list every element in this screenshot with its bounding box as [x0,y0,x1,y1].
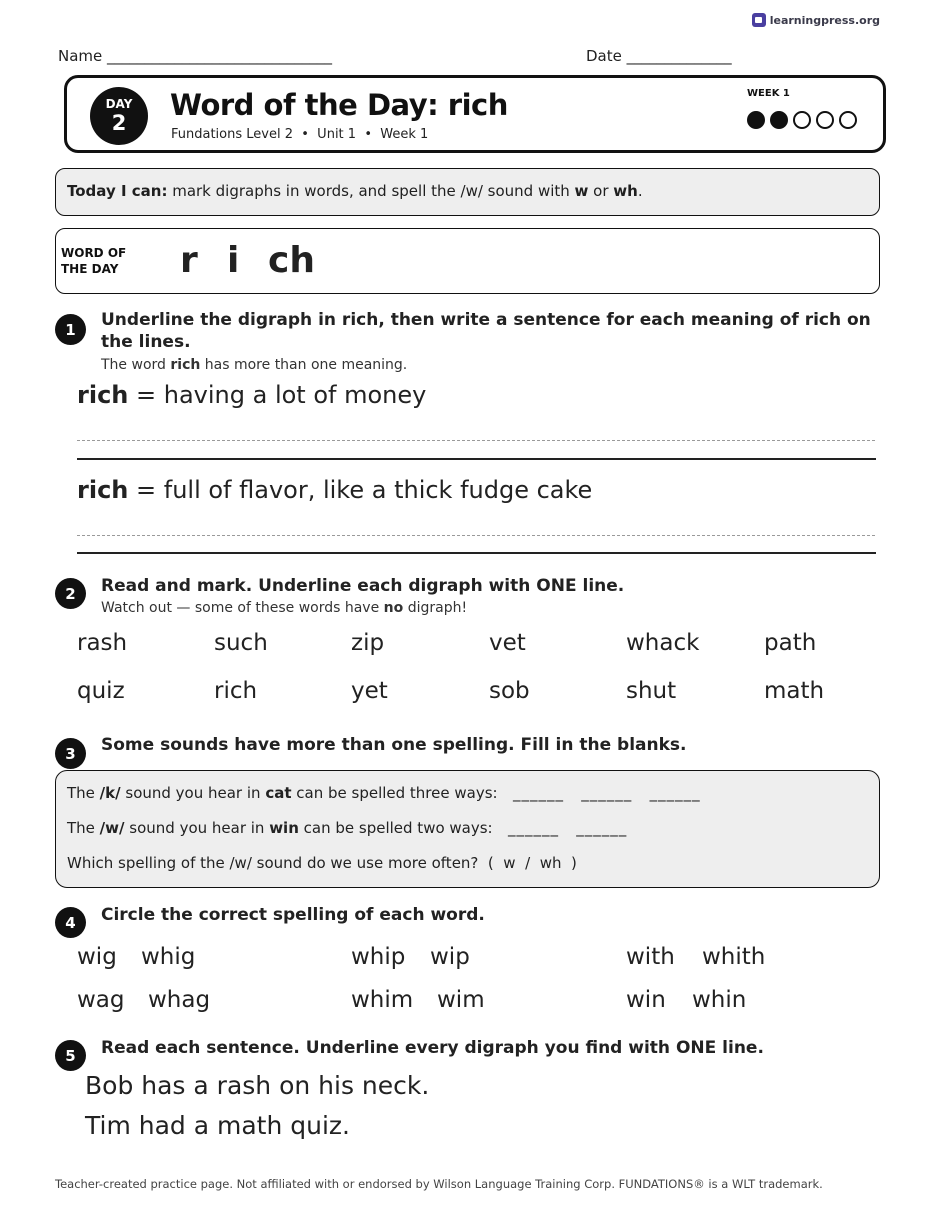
writing-guide-dashed [77,440,875,441]
word-of-day-label-line2: THE DAY [61,262,119,276]
today-i-can-box [55,168,880,216]
today-text-2: or [588,182,614,200]
brand [752,13,880,27]
spelling-choice[interactable]: wim [437,987,485,1013]
meaning-1: rich = having a lot of money [77,381,427,409]
word-item[interactable]: yet [351,678,388,704]
day-number: 2 [111,111,127,135]
question-number: 1 [55,314,86,345]
word-letter: ch [268,240,315,281]
word-item[interactable]: such [214,630,268,656]
word-letter: i [227,240,240,281]
spelling-choice[interactable]: whin [692,987,747,1013]
today-bold-2: wh [613,182,638,200]
brand-text: learningpress.org [769,13,880,27]
word-of-day-box [55,228,880,294]
fill-in-blanks[interactable]: ______ ______ [508,819,628,837]
spelling-choice[interactable]: wig [77,944,117,970]
spelling-choice[interactable]: win [626,987,666,1013]
fill-in-line-w: The /w/ sound you hear in win can be spelled two ways: [67,819,493,837]
q3-instruction: Some sounds have more than one spelling. Fill in the blanks. [101,735,687,755]
progress-dot-filled [770,111,788,129]
name-field-label: Name ______________________________ [58,47,333,65]
word-of-day-label [61,245,126,277]
word-item[interactable]: math [764,678,825,704]
page-title: Word of the Day: rich [170,88,508,122]
word-item[interactable]: whack [626,630,700,656]
sentence[interactable]: Tim had a math quiz. [85,1111,350,1140]
sentence[interactable]: Bob has a rash on his neck. [85,1071,430,1100]
today-lead: Today I can: [67,182,168,200]
date-field-label: Date ______________ [586,47,732,65]
spelling-choice[interactable]: whag [148,987,211,1013]
q1-note: The word rich has more than one meaning. [101,357,408,373]
question-number: 2 [55,578,86,609]
writing-line[interactable] [77,552,876,554]
week-label: WEEK 1 [747,88,790,99]
logo-icon [752,13,766,27]
progress-dot-empty [816,111,834,129]
spelling-choice[interactable]: whim [351,987,414,1013]
q2-instruction: Read and mark. Underline each digraph with ONE line. [101,576,625,596]
question-number: 3 [55,738,86,769]
progress-dot-empty [839,111,857,129]
writing-line[interactable] [77,458,876,460]
word-item[interactable]: path [764,630,817,656]
word-item[interactable]: rash [77,630,128,656]
meaning-2: rich = full of flavor, like a thick fudge cake [77,476,593,504]
question-number: 4 [55,907,86,938]
spelling-choice[interactable]: whip [351,944,406,970]
word-item[interactable]: sob [489,678,530,704]
today-bold-1: w [574,182,589,200]
spelling-choice[interactable]: whith [702,944,766,970]
progress-dot-empty [793,111,811,129]
word-item[interactable]: quiz [77,678,125,704]
fill-in-blanks[interactable]: ______ ______ ______ [513,784,701,802]
word-item[interactable]: zip [351,630,385,656]
today-text-1: mark digraphs in words, and spell the /w/ sound with [167,182,575,200]
word-of-day-label-line1: WORD OF [61,246,127,260]
day-badge [90,87,148,145]
day-word: DAY [105,97,133,111]
word-item[interactable]: rich [214,678,258,704]
spelling-choice[interactable]: wip [430,944,470,970]
q4-instruction: Circle the correct spelling of each word. [101,905,485,925]
q1-instruction: Underline the digraph in rich, then write a sentence for each meaning of rich on the lines. [101,310,871,352]
fill-in-line-k: The /k/ sound you hear in cat can be spelled three ways: [67,784,498,802]
progress-dot-filled [747,111,765,129]
word-letter: r [180,240,198,281]
word-item[interactable]: vet [489,630,526,656]
page-subtitle: Fundations Level 2 • Unit 1 • Week 1 [171,127,429,142]
question-number: 5 [55,1040,86,1071]
spelling-choice[interactable]: whig [141,944,196,970]
q5-instruction: Read each sentence. Underline every digraph you find with ONE line. [101,1038,764,1058]
choice-question[interactable]: Which spelling of the /w/ sound do we use more often? ( w / wh ) [67,854,577,872]
week-progress [747,111,857,129]
writing-guide-dashed [77,535,875,536]
spelling-choice[interactable]: wag [77,987,125,1013]
spelling-choice[interactable]: with [626,944,675,970]
word-item[interactable]: shut [626,678,677,704]
q2-note: Watch out — some of these words have no digraph! [101,600,468,616]
footer-disclaimer: Teacher-created practice page. Not affiliated with or endorsed by Wilson Language Training Corp. FUNDATIONS® is a WLT trademark. [55,1177,823,1191]
today-text-3: . [637,182,643,200]
